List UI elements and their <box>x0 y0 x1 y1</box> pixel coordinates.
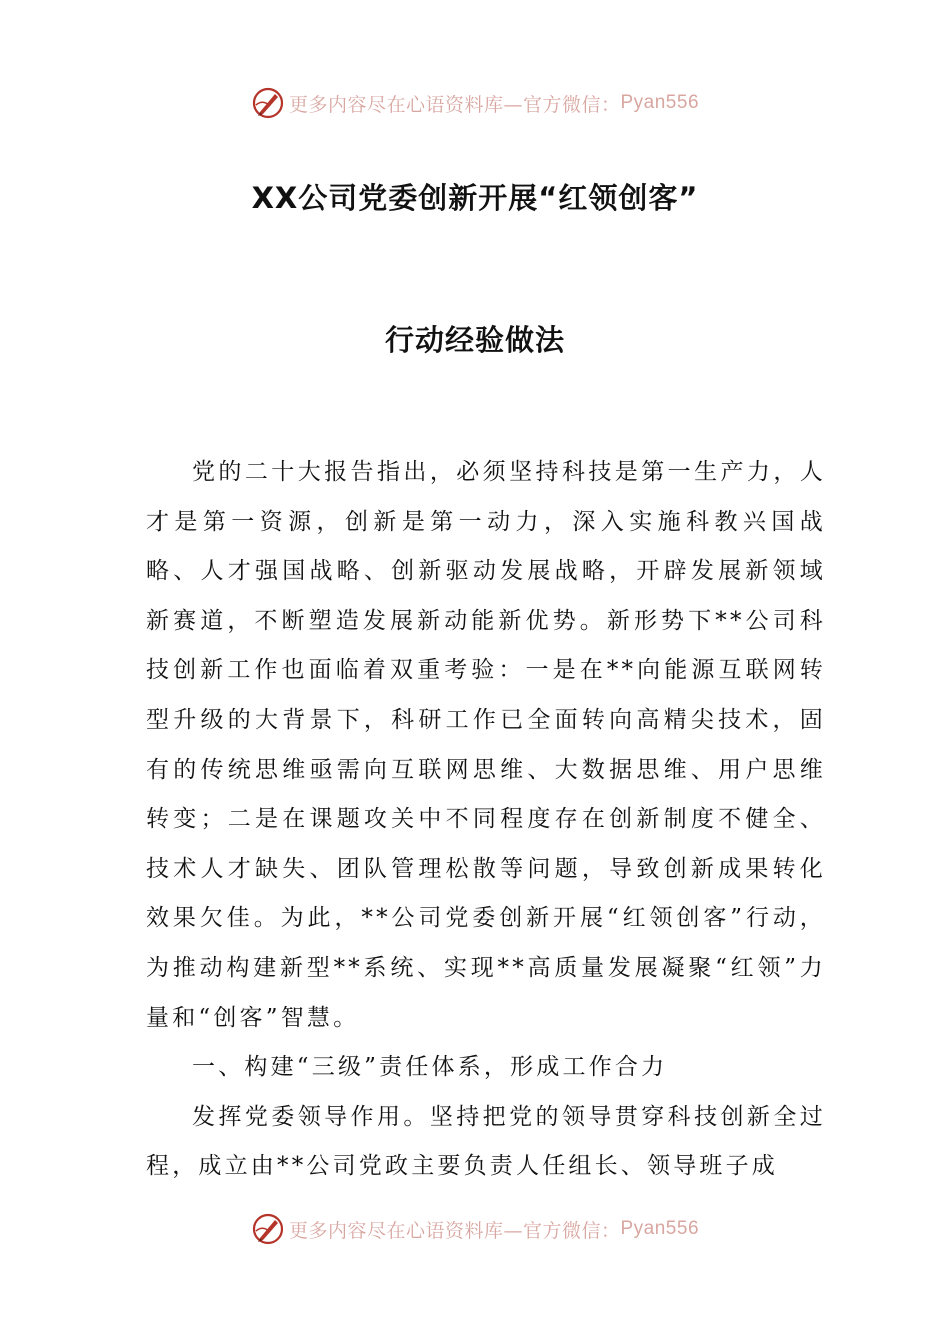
document-body <box>146 448 826 1192</box>
watermark-footer <box>0 1209 950 1249</box>
watermark-text: 更多内容尽在心语资料库—官方微信： <box>288 93 621 116</box>
pen-logo-icon <box>251 1212 285 1246</box>
watermark-header <box>0 83 950 123</box>
paragraph-section-1: 发挥党委领导作用。坚持把党的领导贯穿科技创新全过程，成立由**公司党政主要负责人任组长、领导班子成 <box>146 1103 826 1180</box>
watermark-text: 更多内容尽在心语资料库—官方微信： <box>288 1219 621 1242</box>
document-title-line-2: 行动经验做法 <box>384 323 565 357</box>
section-heading-1: 一、构建“三级”责任体系，形成工作合力 <box>192 1054 668 1081</box>
paragraph-intro: 党的二十大报告指出，必须坚持科技是第一生产力，人才是第一资源，创新是第一动力，深入实施科教兴国战略、人才强国战略、创新驱动发展战略，开辟发展新领域新赛道，不断塑造发展新动能新优势。新形势下**公司科技创新工作也面临着双重考验：一是在**向能源互联网转型升级的大背景下，科研工作已全面转向高精尖技术，固有的传统思维亟需向互联网思维、大数据思维、用户思维转变；二是在课题攻关中不同程度存在创新制度不健全、技术人才缺失、团队管理松散等问题，导致创新成果转化效果欠佳。为此，**公司党委创新开展“红领创客”行动，为推动构建新型**系统、实现**高质量发展凝聚“红领”力量和“创客”智慧。 <box>146 459 826 1031</box>
watermark-wechat-id: Pyan556 <box>620 1218 700 1239</box>
document-title-line-1: XX公司党委创新开展“红领创客” <box>251 181 699 215</box>
watermark-wechat-id: Pyan556 <box>620 92 700 113</box>
pen-logo-icon <box>251 86 285 120</box>
